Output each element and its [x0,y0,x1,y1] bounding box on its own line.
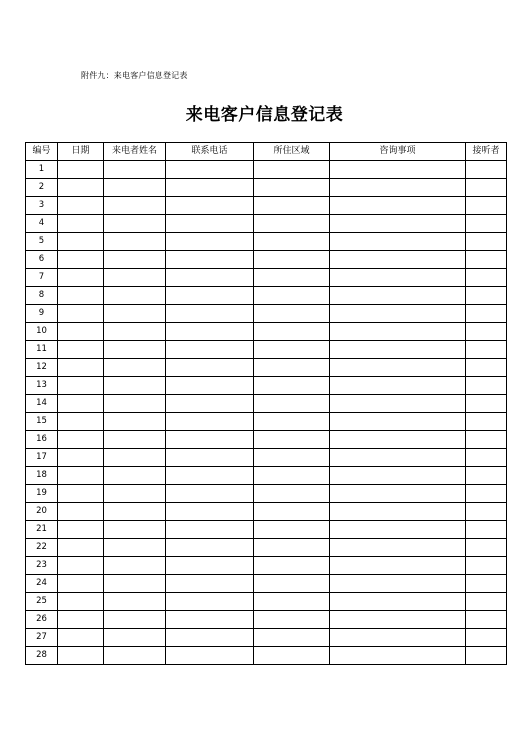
cell-area[interactable] [254,467,330,485]
cell-inquiry[interactable] [330,287,466,305]
table-row [26,179,507,197]
cell-phone[interactable] [166,539,254,557]
cell-area[interactable] [254,521,330,539]
cell-caller-name[interactable] [104,575,166,593]
row-number: 2 [26,179,58,197]
table-row [26,359,507,377]
cell-phone[interactable] [166,197,254,215]
cell-phone[interactable] [166,341,254,359]
cell-date[interactable] [58,485,104,503]
table-row [26,323,507,341]
table-row [26,629,507,647]
row-number: 22 [26,539,58,557]
table-row [26,449,507,467]
cell-caller-name[interactable] [104,377,166,395]
table-row [26,485,507,503]
cell-caller-name[interactable] [104,593,166,611]
cell-caller-name[interactable] [104,521,166,539]
cell-area[interactable] [254,323,330,341]
cell-area[interactable] [254,557,330,575]
cell-phone[interactable] [166,503,254,521]
cell-phone[interactable] [166,431,254,449]
cell-inquiry[interactable] [330,593,466,611]
cell-date[interactable] [58,413,104,431]
header-inquiry: 咨询事项 [330,143,466,161]
row-number: 26 [26,611,58,629]
cell-area[interactable] [254,593,330,611]
table-row [26,431,507,449]
cell-receiver[interactable] [466,503,507,521]
cell-area[interactable] [254,269,330,287]
cell-caller-name[interactable] [104,647,166,665]
cell-date[interactable] [58,503,104,521]
cell-inquiry[interactable] [330,413,466,431]
row-number: 11 [26,341,58,359]
cell-receiver[interactable] [466,215,507,233]
cell-caller-name[interactable] [104,161,166,179]
cell-receiver[interactable] [466,449,507,467]
cell-caller-name[interactable] [104,557,166,575]
cell-caller-name[interactable] [104,539,166,557]
cell-date[interactable] [58,197,104,215]
cell-inquiry[interactable] [330,305,466,323]
cell-inquiry[interactable] [330,161,466,179]
cell-phone[interactable] [166,413,254,431]
cell-inquiry[interactable] [330,377,466,395]
cell-inquiry[interactable] [330,251,466,269]
cell-caller-name[interactable] [104,629,166,647]
row-number: 1 [26,161,58,179]
cell-inquiry[interactable] [330,197,466,215]
cell-caller-name[interactable] [104,269,166,287]
cell-area[interactable] [254,449,330,467]
cell-phone[interactable] [166,521,254,539]
cell-date[interactable] [58,395,104,413]
cell-phone[interactable] [166,467,254,485]
table-row [26,161,507,179]
table-row [26,341,507,359]
cell-date[interactable] [58,269,104,287]
cell-area[interactable] [254,377,330,395]
cell-phone[interactable] [166,233,254,251]
cell-receiver[interactable] [466,341,507,359]
table-row [26,197,507,215]
cell-caller-name[interactable] [104,395,166,413]
cell-phone[interactable] [166,305,254,323]
cell-date[interactable] [58,467,104,485]
cell-date[interactable] [58,449,104,467]
table-row [26,575,507,593]
row-number: 12 [26,359,58,377]
cell-phone[interactable] [166,251,254,269]
cell-phone[interactable] [166,287,254,305]
cell-area[interactable] [254,539,330,557]
row-number: 13 [26,377,58,395]
cell-inquiry[interactable] [330,503,466,521]
row-number: 15 [26,413,58,431]
cell-receiver[interactable] [466,557,507,575]
cell-receiver[interactable] [466,287,507,305]
cell-area[interactable] [254,431,330,449]
cell-receiver[interactable] [466,629,507,647]
table-row [26,377,507,395]
cell-caller-name[interactable] [104,323,166,341]
cell-caller-name[interactable] [104,287,166,305]
cell-receiver[interactable] [466,323,507,341]
cell-caller-name[interactable] [104,215,166,233]
cell-area[interactable] [254,629,330,647]
cell-date[interactable] [58,359,104,377]
cell-caller-name[interactable] [104,467,166,485]
registration-table [25,142,507,665]
cell-area[interactable] [254,287,330,305]
cell-date[interactable] [58,323,104,341]
table-row [26,395,507,413]
cell-receiver[interactable] [466,251,507,269]
cell-receiver[interactable] [466,593,507,611]
cell-inquiry[interactable] [330,647,466,665]
cell-phone[interactable] [166,323,254,341]
cell-phone[interactable] [166,359,254,377]
table-row [26,305,507,323]
cell-phone[interactable] [166,575,254,593]
row-number: 6 [26,251,58,269]
cell-caller-name[interactable] [104,197,166,215]
cell-phone[interactable] [166,269,254,287]
cell-receiver[interactable] [466,467,507,485]
cell-area[interactable] [254,251,330,269]
row-number: 4 [26,215,58,233]
header-area: 所住区域 [254,143,330,161]
cell-inquiry[interactable] [330,359,466,377]
row-number: 14 [26,395,58,413]
cell-date[interactable] [58,377,104,395]
cell-area[interactable] [254,359,330,377]
cell-caller-name[interactable] [104,341,166,359]
cell-inquiry[interactable] [330,629,466,647]
cell-date[interactable] [58,611,104,629]
cell-area[interactable] [254,305,330,323]
cell-area[interactable] [254,341,330,359]
cell-phone[interactable] [166,647,254,665]
cell-date[interactable] [58,215,104,233]
cell-phone[interactable] [166,179,254,197]
cell-inquiry[interactable] [330,449,466,467]
cell-phone[interactable] [166,161,254,179]
cell-receiver[interactable] [466,269,507,287]
cell-caller-name[interactable] [104,233,166,251]
cell-phone[interactable] [166,557,254,575]
cell-date[interactable] [58,161,104,179]
cell-inquiry[interactable] [330,341,466,359]
cell-caller-name[interactable] [104,413,166,431]
cell-inquiry[interactable] [330,611,466,629]
row-number: 7 [26,269,58,287]
table-row [26,503,507,521]
cell-phone[interactable] [166,395,254,413]
cell-inquiry[interactable] [330,575,466,593]
cell-phone[interactable] [166,593,254,611]
cell-inquiry[interactable] [330,215,466,233]
cell-receiver[interactable] [466,179,507,197]
table-row [26,593,507,611]
cell-area[interactable] [254,611,330,629]
row-number: 8 [26,287,58,305]
cell-receiver[interactable] [466,575,507,593]
annex-label: 附件九：来电客户信息登记表 [81,71,188,80]
cell-inquiry[interactable] [330,557,466,575]
cell-caller-name[interactable] [104,305,166,323]
cell-area[interactable] [254,503,330,521]
cell-receiver[interactable] [466,377,507,395]
table-row [26,413,507,431]
cell-inquiry[interactable] [330,485,466,503]
cell-phone[interactable] [166,449,254,467]
cell-caller-name[interactable] [104,503,166,521]
cell-date[interactable] [58,647,104,665]
cell-date[interactable] [58,431,104,449]
cell-inquiry[interactable] [330,431,466,449]
cell-receiver[interactable] [466,611,507,629]
cell-date[interactable] [58,341,104,359]
row-number: 19 [26,485,58,503]
row-number: 21 [26,521,58,539]
cell-date[interactable] [58,305,104,323]
cell-inquiry[interactable] [330,269,466,287]
row-number: 20 [26,503,58,521]
table-header-row [26,143,507,161]
row-number: 28 [26,647,58,665]
cell-area[interactable] [254,179,330,197]
cell-receiver[interactable] [466,161,507,179]
cell-date[interactable] [58,539,104,557]
cell-receiver[interactable] [466,431,507,449]
cell-phone[interactable] [166,611,254,629]
cell-area[interactable] [254,161,330,179]
row-number: 9 [26,305,58,323]
cell-date[interactable] [58,287,104,305]
table-row [26,611,507,629]
row-number: 16 [26,431,58,449]
document-title: 来电客户信息登记表 [185,105,344,125]
table-row [26,269,507,287]
cell-date[interactable] [58,179,104,197]
cell-caller-name[interactable] [104,449,166,467]
cell-date[interactable] [58,593,104,611]
table-row [26,647,507,665]
cell-receiver[interactable] [466,413,507,431]
cell-area[interactable] [254,197,330,215]
cell-receiver[interactable] [466,647,507,665]
cell-area[interactable] [254,647,330,665]
cell-area[interactable] [254,413,330,431]
table-row [26,539,507,557]
table-row [26,521,507,539]
cell-receiver[interactable] [466,197,507,215]
cell-caller-name[interactable] [104,359,166,377]
row-number: 23 [26,557,58,575]
cell-receiver[interactable] [466,395,507,413]
cell-receiver[interactable] [466,359,507,377]
cell-area[interactable] [254,233,330,251]
row-number: 17 [26,449,58,467]
row-number: 27 [26,629,58,647]
cell-date[interactable] [58,557,104,575]
cell-receiver[interactable] [466,305,507,323]
cell-receiver[interactable] [466,485,507,503]
cell-date[interactable] [58,575,104,593]
table-row [26,233,507,251]
table-row [26,215,507,233]
table-row [26,557,507,575]
row-number: 10 [26,323,58,341]
cell-phone[interactable] [166,377,254,395]
cell-area[interactable] [254,485,330,503]
cell-inquiry[interactable] [330,467,466,485]
cell-date[interactable] [58,251,104,269]
row-number: 5 [26,233,58,251]
cell-date[interactable] [58,233,104,251]
table-body [26,161,507,665]
cell-area[interactable] [254,395,330,413]
cell-caller-name[interactable] [104,611,166,629]
cell-receiver[interactable] [466,233,507,251]
table-row [26,287,507,305]
header-date: 日期 [58,143,104,161]
table-row [26,467,507,485]
cell-caller-name[interactable] [104,485,166,503]
cell-inquiry[interactable] [330,395,466,413]
cell-area[interactable] [254,215,330,233]
cell-phone[interactable] [166,629,254,647]
row-number: 3 [26,197,58,215]
cell-caller-name[interactable] [104,179,166,197]
cell-phone[interactable] [166,485,254,503]
cell-phone[interactable] [166,215,254,233]
header-phone: 联系电话 [166,143,254,161]
row-number: 18 [26,467,58,485]
cell-inquiry[interactable] [330,323,466,341]
table-row [26,251,507,269]
cell-date[interactable] [58,629,104,647]
header-receiver: 接听者 [466,143,507,161]
cell-receiver[interactable] [466,539,507,557]
cell-inquiry[interactable] [330,233,466,251]
header-number: 编号 [26,143,58,161]
cell-receiver[interactable] [466,521,507,539]
cell-inquiry[interactable] [330,539,466,557]
header-caller-name: 来电者姓名 [104,143,166,161]
row-number: 25 [26,593,58,611]
cell-caller-name[interactable] [104,431,166,449]
cell-date[interactable] [58,521,104,539]
cell-inquiry[interactable] [330,521,466,539]
cell-area[interactable] [254,575,330,593]
cell-inquiry[interactable] [330,179,466,197]
cell-caller-name[interactable] [104,251,166,269]
row-number: 24 [26,575,58,593]
